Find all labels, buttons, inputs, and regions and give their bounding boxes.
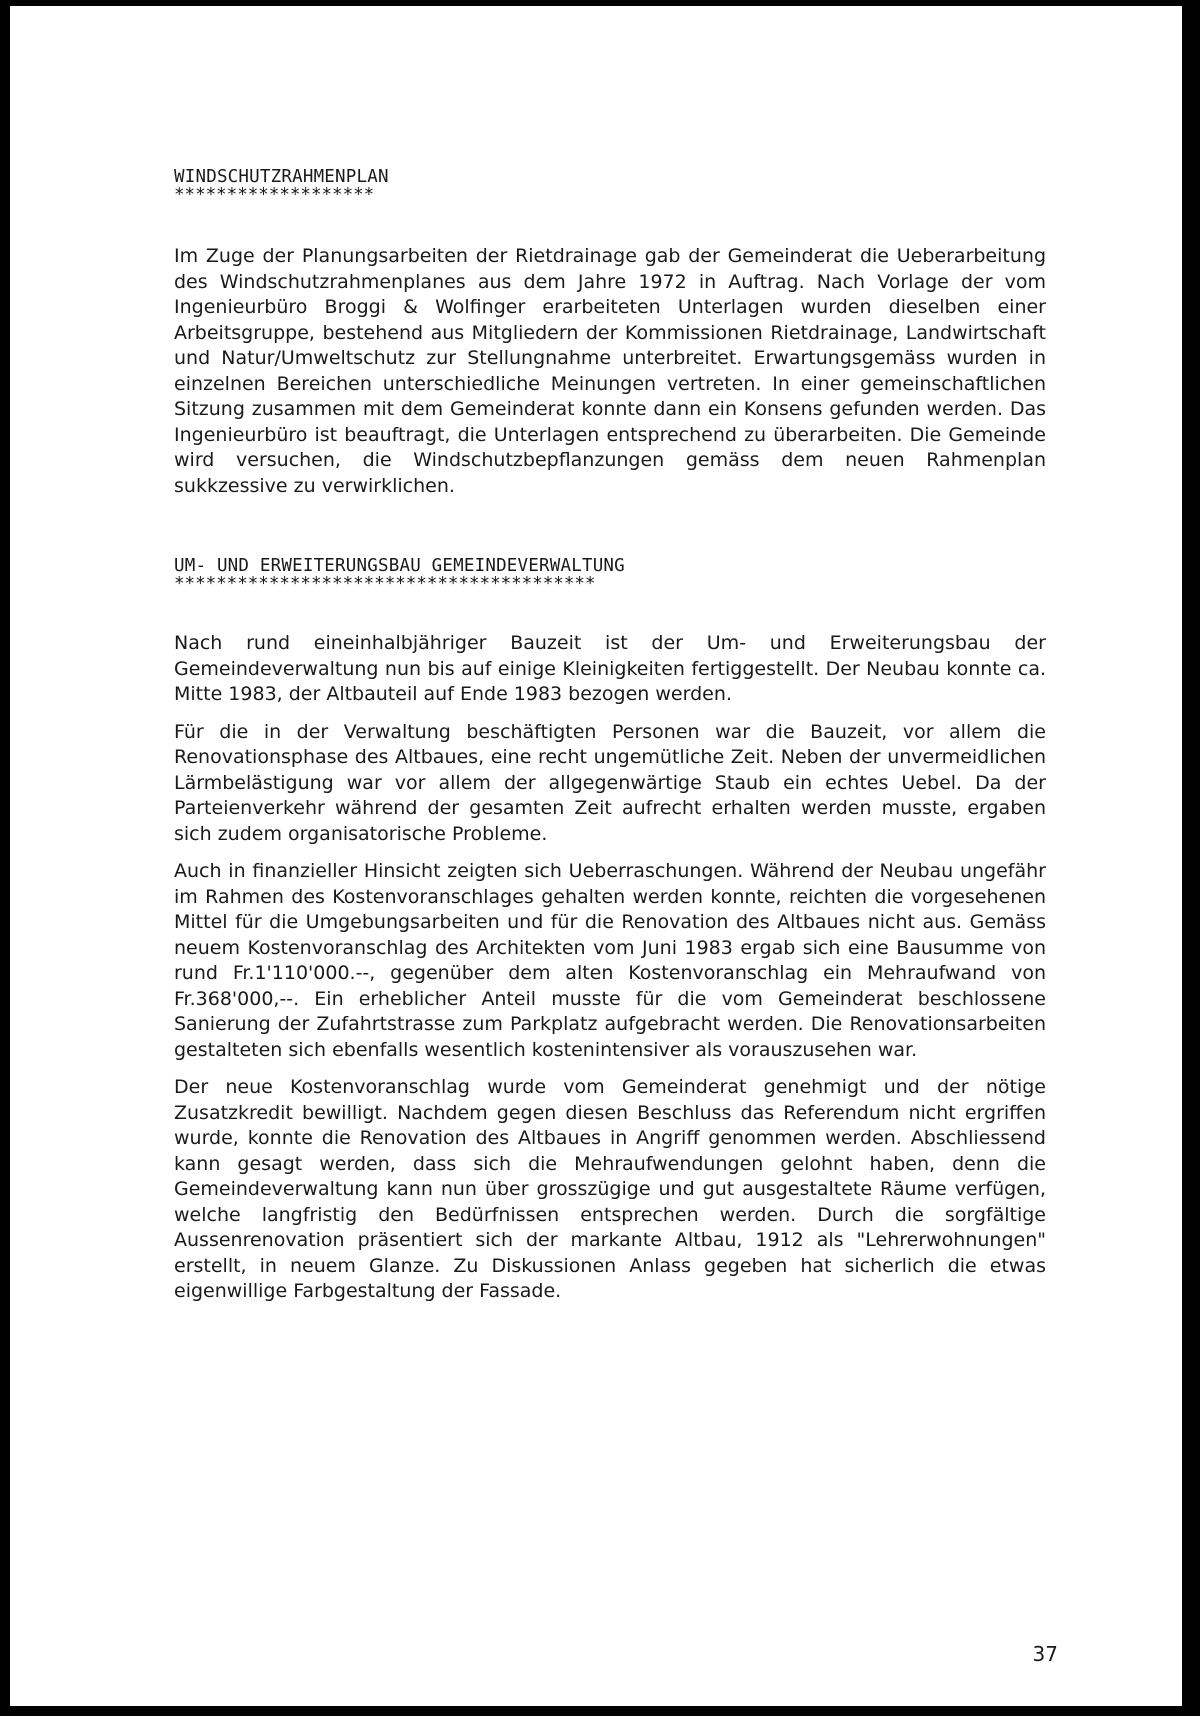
section-erweiterungsbau [174, 555, 1046, 1305]
paragraph: Nach rund eineinhalbjähriger Bauzeit ist der Um- und Erweiterungsbau der Gemeindeverwaltung nun bis auf einige Kleinigkeiten fertiggestellt. Der Neubau konnte ca. Mitte 1983, der Altbauteil auf Ende 1983 bezogen werden. [174, 632, 1046, 705]
section-windschutzrahmenplan [174, 166, 1046, 499]
paragraph: Auch in finanzieller Hinsicht zeigten sich Ueberraschungen. Während der Neubau ungefähr im Rahmen des Kostenvoranschlages gehalten werden konnte, reichten die vorgesehenen Mittel für die Umgebungsarbeiten und für die Renovation des Altbaues nicht aus. Gemäss neuem Kostenvoranschlag des Architekten vom Juni 1983 ergab sich eine Bausumme von rund Fr.1'110'000.--, gegenüber dem alten Kostenvoranschlag ein Mehraufwand von Fr.368'000,--. Ein erheblicher Anteil musste für die vom Gemeinderat beschlossene Sanierung der Zufahrtstrasse zum Parkplatz aufgebracht werden. Die Renovationsarbeiten gestalteten sich ebenfalls wesentlich kostenintensiver als vorauszusehen war. [174, 860, 1046, 1061]
heading-underline: ******************* [174, 185, 375, 205]
heading-underline: **************************************** [174, 574, 596, 594]
page-content [174, 166, 1046, 1305]
section-heading: WINDSCHUTZRAHMENPLAN [174, 167, 389, 187]
section-heading: UM- UND ERWEITERUNGSBAU GEMEINDEVERWALTUNG [174, 556, 625, 576]
paragraph: Der neue Kostenvoranschlag wurde vom Gemeinderat genehmigt und der nötige Zusatzkredit bewilligt. Nachdem gegen diesen Beschluss das Referendum nicht ergriffen wurde, konnte die Renovation des Altbaues in Angriff genommen werden. Abschliessend kann gesagt werden, dass sich die Mehraufwendungen gelohnt haben, denn die Gemeindeverwaltung kann nun über grosszügige und gut ausgestaltete Räume verfügen, welche langfristig den Bedürfnissen entsprechen werden. Durch die sorgfältige Aussenrenovation präsentiert sich der markante Altbau, 1912 als "Lehrerwohnungen" erstellt, in neuem Glanze. Zu Diskussionen Anlass gegeben hat sicherlich die etwas eigenwillige Farbgestaltung der Fassade. [174, 1076, 1046, 1302]
page-number: 37 [1032, 1642, 1058, 1666]
paragraph: Für die in der Verwaltung beschäftigten Personen war die Bauzeit, vor allem die Renovationsphase des Altbaues, eine recht ungemütliche Zeit. Neben der unvermeidlichen Lärmbelästigung war vor allem der allgegenwärtige Staub ein echtes Uebel. Da der Parteienverkehr während der gesamten Zeit aufrecht erhalten werden musste, ergaben sich zudem organisatorische Probleme. [174, 720, 1046, 845]
paragraph: Im Zuge der Planungsarbeiten der Rietdrainage gab der Gemeinderat die Ueberarbeitung des Windschutzrahmenplanes aus dem Jahre 1972 in Auftrag. Nach Vorlage der vom Ingenieurbüro Broggi & Wolfinger erarbeiteten Unterlagen wurden dieselben einer Arbeitsgruppe, bestehend aus Mitgliedern der Kommissionen Rietdrainage, Landwirtschaft und Natur/Umweltschutz zur Stellungnahme unterbreitet. Erwartungsgemäss wurden in einzelnen Bereichen unterschiedliche Meinungen vertreten. In einer gemeinschaftlichen Sitzung zusammen mit dem Gemeinderat konnte dann ein Konsens gefunden werden. Das Ingenieurbüro ist beauftragt, die Unterlagen entsprechend zu überarbeiten. Die Gemeinde wird versuchen, die Windschutzbepflanzungen gemäss dem neuen Rahmenplan sukkzessive zu verwirklichen. [174, 245, 1046, 497]
document-page [10, 6, 1182, 1706]
